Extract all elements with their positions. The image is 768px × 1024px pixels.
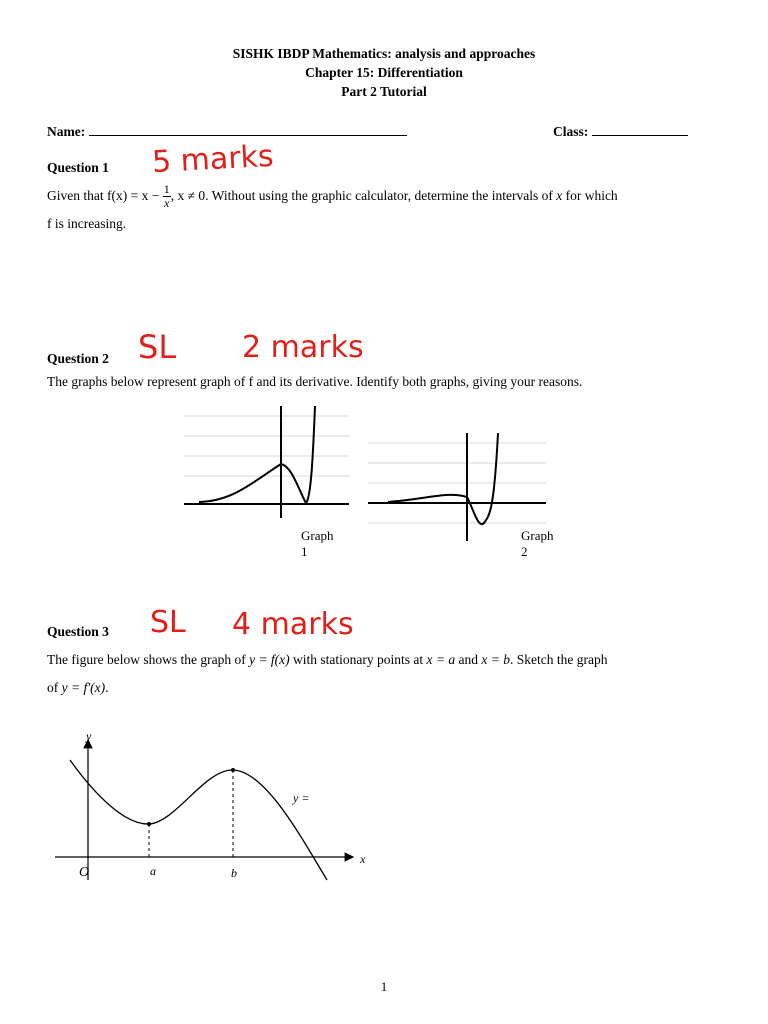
- question-1-title: Question 1: [47, 160, 109, 175]
- class-field: [553, 123, 688, 140]
- question-3-text-line2: of y = f′(x).: [47, 680, 109, 695]
- page-number: 1: [380, 979, 388, 994]
- fraction-1-over-x: $\frac{1}{x}$: [163, 182, 170, 211]
- question-1-text: Given that f(x) = x − $\frac{1}{x}$ , x ≠ 0. Without using the graphic calculator, determine the intervals of x for which: [47, 182, 618, 211]
- name-blank: [89, 123, 407, 136]
- question-1-text-line2: f is increasing.: [47, 216, 127, 231]
- part-title: Part 2 Tutorial: [341, 84, 427, 99]
- question-2-level-annotation: SL: [138, 328, 177, 366]
- eq-x-equals-a: x = a: [426, 652, 456, 667]
- question-3-marks-annotation: 4 marks: [232, 607, 354, 642]
- chapter-title: Chapter 15: Differentiation: [305, 65, 463, 80]
- question-3-title: Question 3: [47, 624, 109, 639]
- question-3-level-annotation: SL: [150, 605, 186, 640]
- eq-x-equals-b: x = b: [481, 652, 510, 667]
- fig-label-curve: y =: [293, 791, 310, 805]
- fig-label-x: x: [360, 852, 366, 866]
- graph-2-curve: [388, 433, 498, 524]
- graph-2: [368, 433, 546, 541]
- fig-curve: [70, 760, 327, 880]
- question-2-title: Question 2: [47, 351, 109, 366]
- question-1-formula: f(x) = x − $\frac{1}{x}$ , x ≠ 0: [107, 182, 206, 211]
- question-1-marks-annotation: 5 marks: [151, 138, 275, 181]
- question-3-figure: [55, 725, 365, 885]
- graph-1-curve: [199, 406, 315, 503]
- fig-label-origin: O: [79, 865, 90, 880]
- fig-label-b: b: [231, 866, 237, 880]
- fig-max-point: [231, 768, 235, 772]
- graph-1-label: Graph 1: [301, 528, 334, 559]
- eq-y-equals-fx: y = f(x): [249, 652, 290, 667]
- eq-y-equals-fprime-x: y = f′(x): [61, 680, 106, 695]
- name-label: Name:: [47, 124, 86, 139]
- graph-1: [184, 406, 349, 518]
- class-blank: [592, 123, 688, 136]
- fig-label-y: y: [86, 729, 92, 743]
- fig-label-a: a: [150, 864, 156, 878]
- question-2-marks-annotation: 2 marks: [242, 330, 364, 365]
- question-3-text: The figure below shows the graph of y = f(x) with stationary points at x = a and x = b. Sketch the graph: [47, 652, 608, 667]
- class-label: Class:: [553, 124, 589, 139]
- question-2-text: The graphs below represent graph of f and its derivative. Identify both graphs, giving your reasons.: [47, 374, 583, 389]
- document-title: SISHK IBDP Mathematics: analysis and approaches: [232, 46, 536, 61]
- fig-min-point: [147, 822, 151, 826]
- graph-2-label: Graph 2: [521, 528, 554, 559]
- name-field: [47, 123, 407, 140]
